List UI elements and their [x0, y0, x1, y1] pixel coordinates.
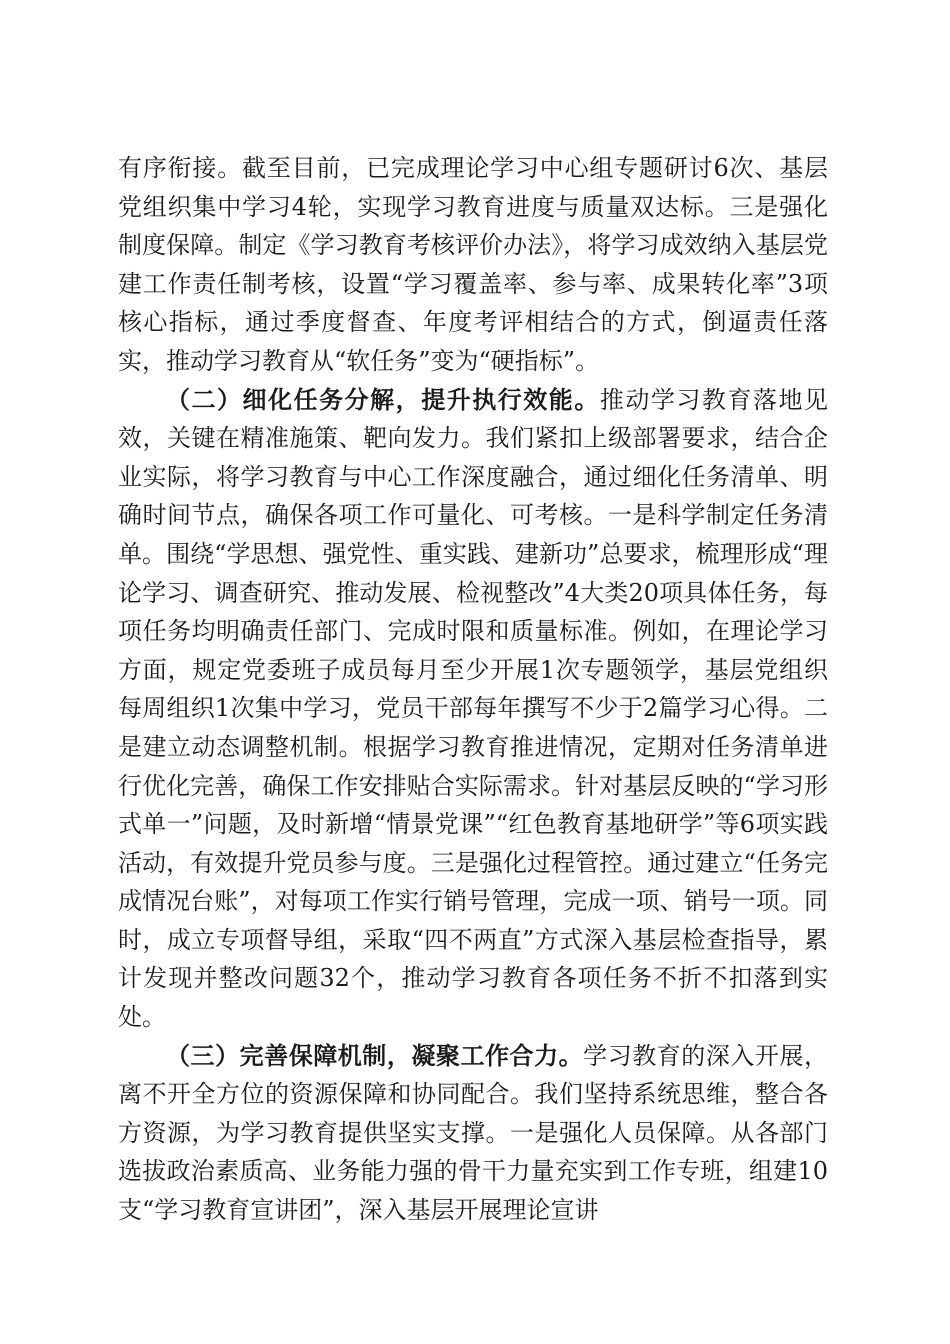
document-body: [118, 149, 828, 1230]
paragraph-3: [118, 1037, 828, 1230]
section-heading-2: （二）细化任务分解，提升执行效能。: [166, 384, 600, 414]
paragraph-3-text: 学习教育的深入开展，离不开全方位的资源保障和协同配合。我们坚持系统思维，整合各方资源，为学习教育提供坚实支撑。一是强化人员保障。从各部门选拔政治素质高、业务能力强的骨干力量充实到工作专班，组建10支“学习教育宣讲团”，深入基层开展理论宣讲: [118, 1041, 829, 1225]
paragraph-2-text: 推动学习教育落地见效，关键在精准施策、靶向发力。我们紧扣上级部署要求，结合企业实际，将学习教育与中心工作深度融合，通过细化任务清单、明确时间节点，确保各项工作可量化、可考核。一是科学制定任务清单。围绕“学思想、强党性、重实践、建新功”总要求，梳理形成“理论学习、调查研究、推动发展、检视整改”4大类20项具体任务，每项任务均明确责任部门、完成时限和质量标准。例如，在理论学习方面，规定党委班子成员每月至少开展1次专题领学，基层党组织每周组织1次集中学习，党员干部每年撰写不少于2篇学习心得。二是建立动态调整机制。根据学习教育推进情况，定期对任务清单进行优化完善，确保工作安排贴合实际需求。针对基层反映的“学习形式单一”问题，及时新增“情景党课”“红色教育基地研学”等6项实践活动，有效提升党员参与度。三是强化过程管控。通过建立“任务完成情况台账”，对每项工作实行销号管理，完成一项、销号一项。同时，成立专项督导组，采取“四不两直”方式深入基层检查指导，累计发现并整改问题32个，推动学习教育各项任务不折不扣落到实处。: [118, 385, 829, 1032]
section-heading-3: （三）完善保障机制，凝聚工作合力。: [166, 1040, 584, 1070]
paragraph-1-text: 有序衔接。截至目前，已完成理论学习中心组专题研讨6次、基层党组织集中学习4轮，实现学习教育进度与质量双达标。三是强化制度保障。制定《学习教育考核评价办法》，将学习成效纳入基层党建工作责任制考核，设置“学习覆盖率、参与率、成果转化率”3项核心指标，通过季度督查、年度考评相结合的方式，倒逼责任落实，推动学习教育从“软任务”变为“硬指标”。: [118, 154, 828, 375]
paragraph-1: [118, 149, 828, 381]
paragraph-2: [118, 381, 828, 1037]
